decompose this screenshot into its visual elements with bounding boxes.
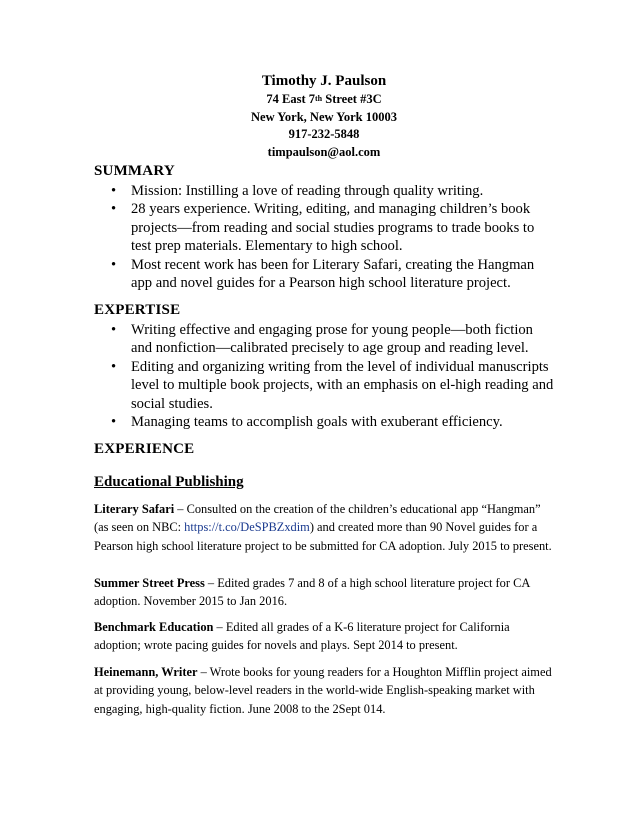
experience-entry-literary-safari [94, 500, 554, 555]
bullet-icon: • [111, 322, 117, 338]
bullet-icon: • [111, 201, 117, 218]
contact-header [0, 72, 638, 161]
expertise-item [94, 358, 554, 413]
bullet-icon: • [111, 256, 117, 273]
summary-item-text: Mission: Instilling a love of reading through quality writing. [131, 183, 484, 199]
experience-entry-summer-street [94, 574, 554, 611]
bullet-icon: • [111, 414, 117, 431]
expertise-heading: EXPERTISE [94, 302, 181, 318]
nbc-link[interactable]: https://t.co/DeSPBZxdim [184, 520, 310, 535]
experience-entry-benchmark [94, 618, 554, 655]
educational-publishing-subheading: Educational Publishing [94, 474, 244, 490]
address-suffix: Street #3C [322, 92, 382, 106]
entry-org: Heinemann, Writer [94, 665, 198, 679]
expertise-item-text: Writing effective and engaging prose for young people—both fiction and nonfiction—calibrated precisely to age group and reading level. [131, 322, 533, 357]
person-name: Timothy J. Paulson [261, 73, 387, 89]
address-prefix: 74 East 7 [266, 92, 315, 106]
summary-item [94, 200, 554, 255]
expertise-item [94, 413, 554, 431]
address-ordinal: th [315, 94, 323, 103]
street-address [10, 91, 638, 109]
summary-item [94, 182, 554, 200]
entry-org: Benchmark Education [94, 620, 214, 634]
summary-list [94, 182, 554, 292]
phone-number: 917-232-5848 [288, 127, 360, 141]
experience-heading: EXPERIENCE [94, 441, 195, 457]
entry-text: – Consulted on the creation of the children’s educational app “Hangman” (as seen on NBC: [94, 502, 541, 535]
bullet-icon: • [111, 358, 117, 375]
bullet-icon: • [111, 183, 117, 199]
city-state-zip: New York, New York 10003 [251, 109, 397, 124]
summary-item-text: 28 years experience. Writing, editing, and managing children’s book projects—from reading and social studies programs to trade books to test prep materials. Elementary to high school. [131, 201, 535, 255]
entry-org: Summer Street Press [94, 576, 205, 590]
email-address[interactable]: timpaulson@aol.com [267, 144, 381, 159]
entry-text: – Wrote books for young readers for a Houghton Mifflin project aimed at providing young, below-level readers in the world-wide English-speaking market with engaging, high-quality fiction. June 2008 to the 2Sept 014. [94, 665, 552, 716]
summary-item [94, 256, 554, 293]
summary-heading: SUMMARY [94, 163, 175, 179]
summary-item-text: Most recent work has been for Literary Safari, creating the Hangman app and novel guides for a Pearson high school literature project. [131, 256, 535, 292]
experience-entry-heinemann [94, 663, 554, 718]
entry-text: – Edited all grades of a K-6 literature project for California adoption; wrote pacing guides for novels and plays. Sept 2014 to present. [94, 620, 510, 653]
expertise-item-text: Managing teams to accomplish goals with exuberant efficiency. [131, 414, 503, 431]
expertise-item-text: Editing and organizing writing from the level of individual manuscripts level to multiple book projects, with an emphasis on el-high reading and social studies. [131, 358, 554, 412]
expertise-item [94, 321, 554, 358]
expertise-list [94, 321, 554, 431]
entry-org: Literary Safari [94, 502, 175, 516]
entry-text: – Edited grades 7 and 8 of a high school literature project for CA adoption. November 2015 to Jan 2016. [94, 576, 530, 609]
entry-text: ) and created more than 90 Novel guides for a Pearson high school literature project to be submitted for CA adoption. July 2015 to present. [94, 520, 552, 553]
